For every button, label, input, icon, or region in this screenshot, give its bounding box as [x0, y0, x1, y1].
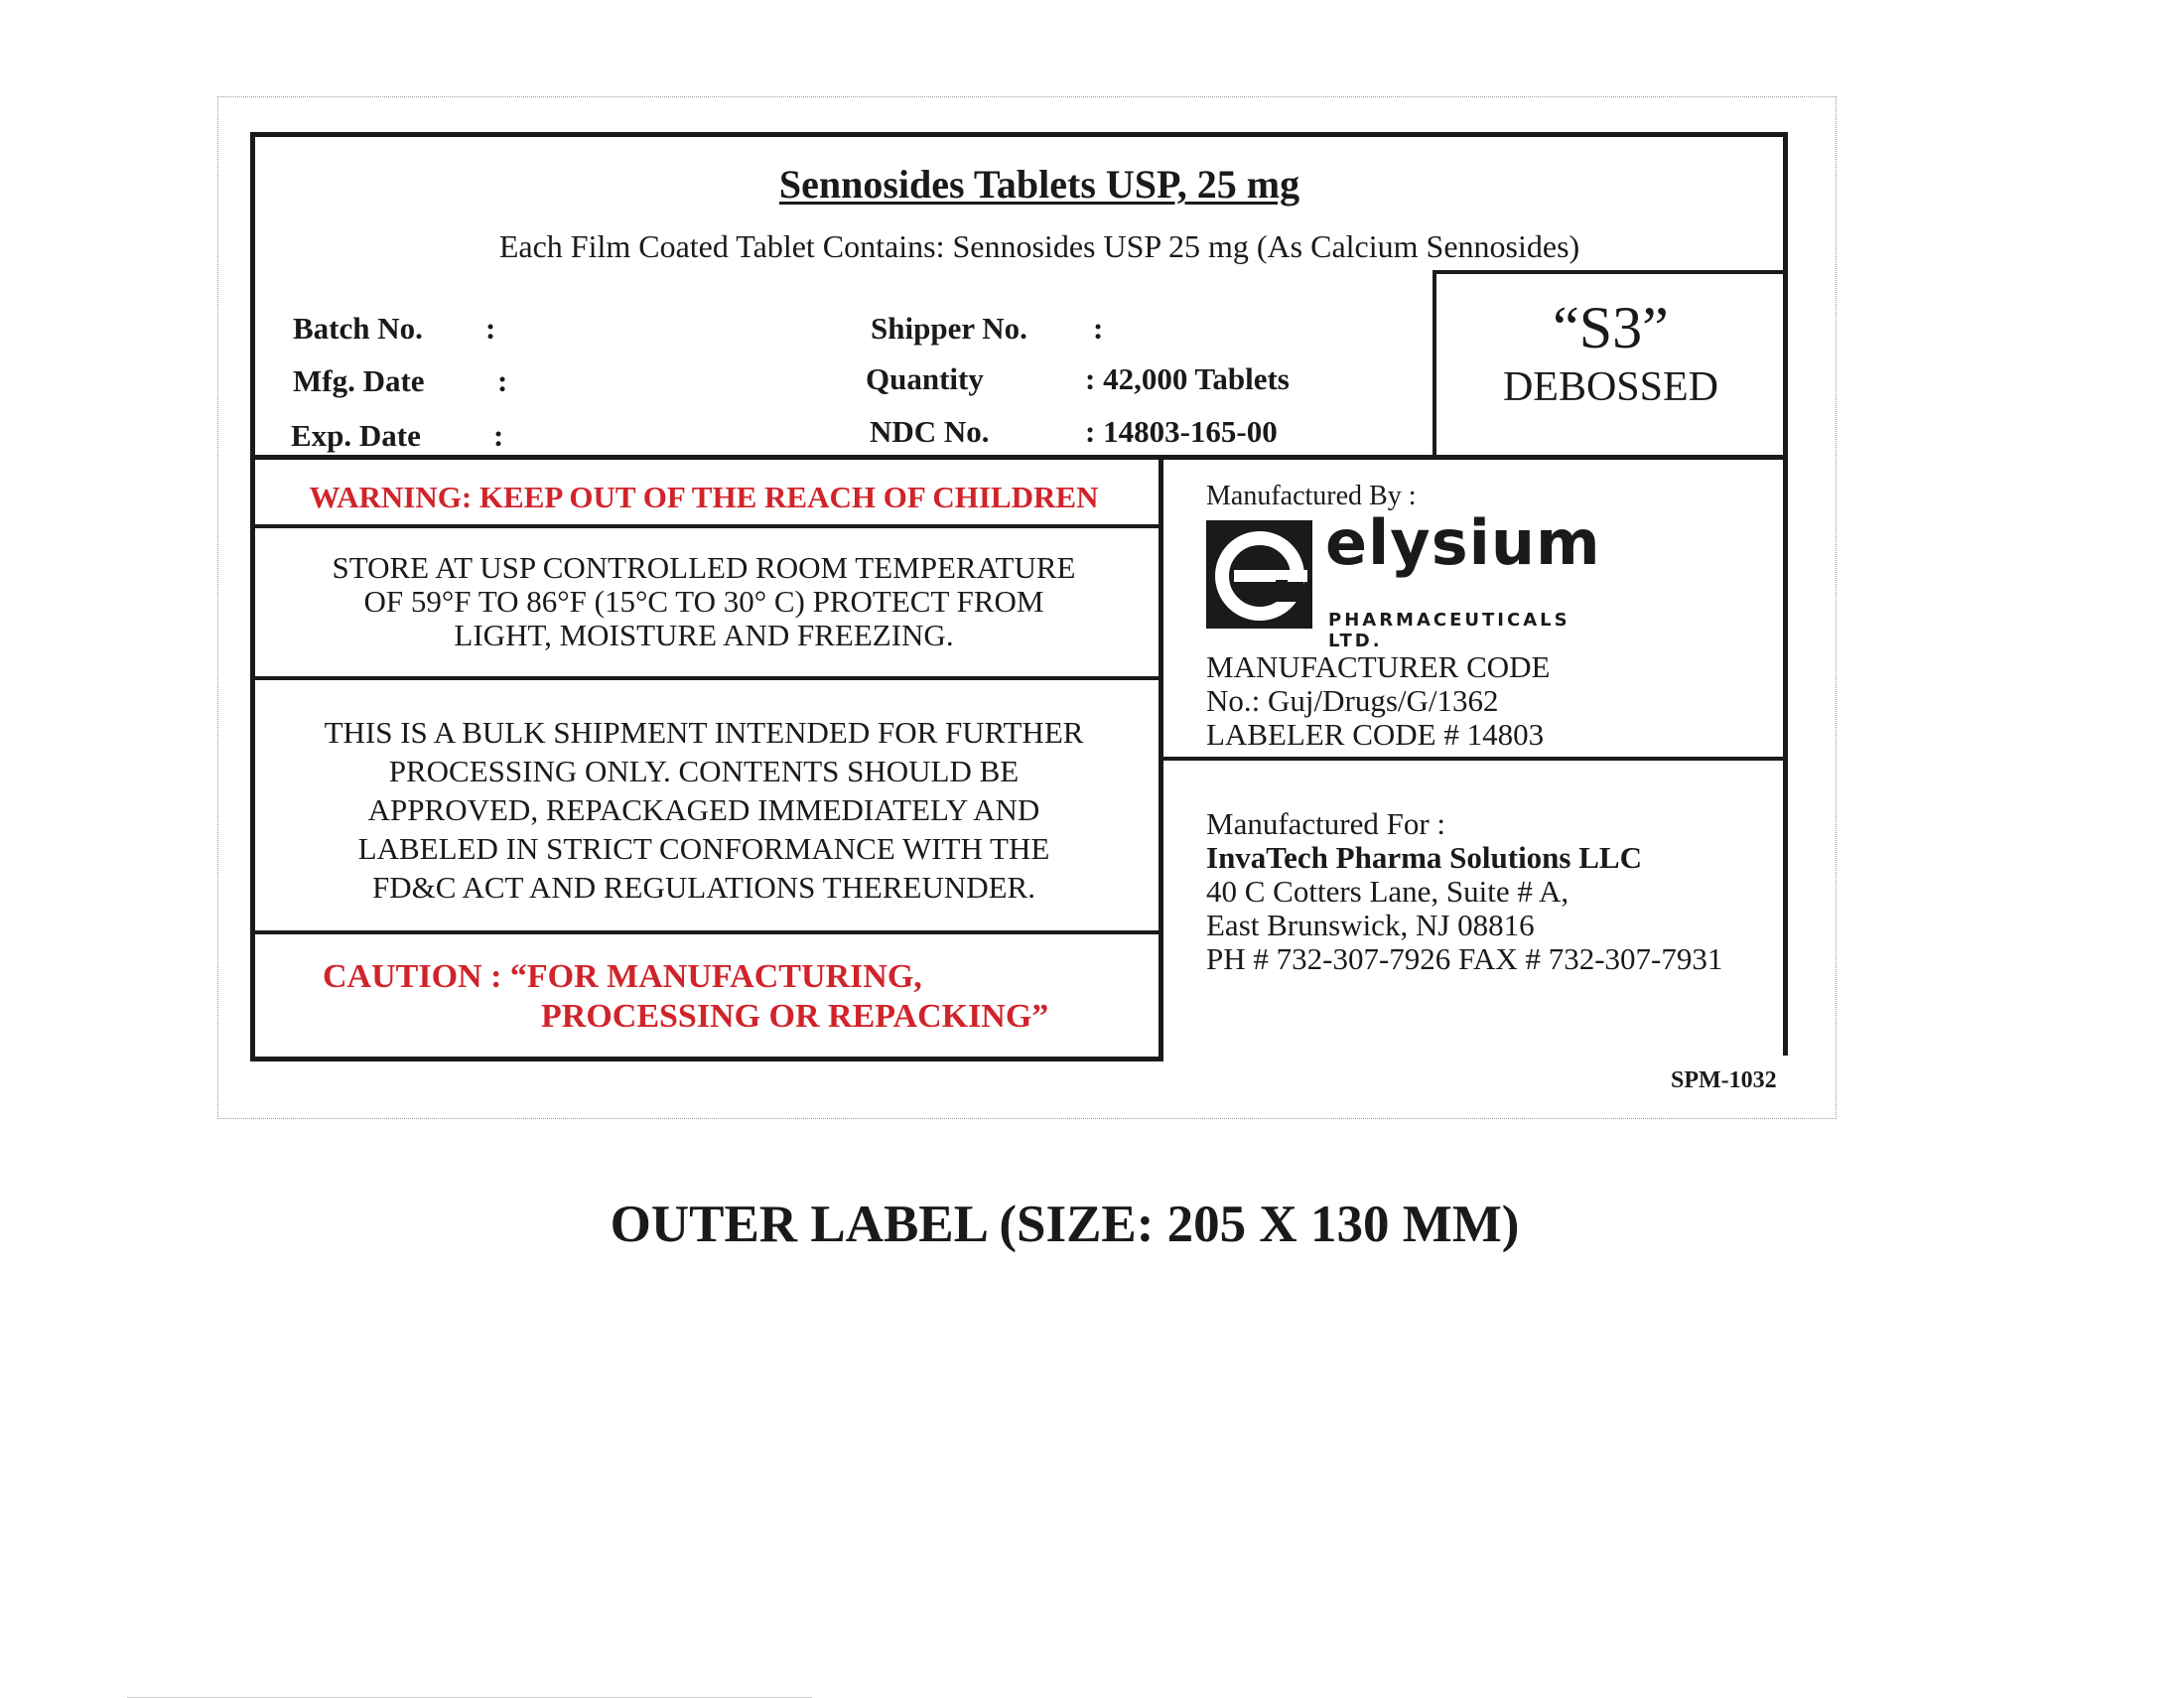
- imprint-box: [1435, 272, 1786, 456]
- exp-date-label: Exp. Date: [291, 418, 421, 453]
- bulk-line: THIS IS A BULK SHIPMENT INTENDED FOR FURTHER: [324, 715, 1084, 750]
- batch-label: Batch No.: [293, 311, 423, 346]
- manufactured-by-label: Manufactured By :: [1206, 481, 1417, 511]
- mfg-date-colon: :: [497, 363, 508, 398]
- bulk-line: FD&C ACT AND REGULATIONS THEREUNDER.: [372, 870, 1035, 905]
- shipper-value: :: [1093, 311, 1104, 346]
- logo-subtitle: PHARMACEUTICALS LTD.: [1328, 610, 1570, 651]
- bulk-line: APPROVED, REPACKAGED IMMEDIATELY AND: [367, 792, 1040, 827]
- address-line: East Brunswick, NJ 08816: [1206, 908, 1535, 942]
- bulk-shipment-notice: [252, 713, 1156, 907]
- company-logo: [1206, 506, 1623, 651]
- bulk-line: PROCESSING ONLY. CONTENTS SHOULD BE: [388, 754, 1020, 788]
- manufactured-for-block: [1206, 807, 1722, 976]
- label-border-top: [250, 132, 1788, 137]
- warning-text: WARNING: KEEP OUT OF THE REACH OF CHILDREN: [309, 480, 1099, 514]
- caution-line-2: PROCESSING OR REPACKING”: [541, 998, 1049, 1035]
- right-column-divider: [1159, 757, 1788, 761]
- ndc-label: NDC No.: [870, 414, 990, 449]
- bulk-line: LABELED IN STRICT CONFORMANCE WITH THE: [357, 831, 1050, 866]
- address-line: 40 C Cotters Lane, Suite # A,: [1206, 874, 1570, 909]
- caution-line-1: CAUTION : “FOR MANUFACTURING,: [323, 958, 922, 995]
- product-composition: Each Film Coated Tablet Contains: Sennosides USP 25 mg (As Calcium Sennosides): [498, 228, 1580, 264]
- warning-divider: [250, 524, 1161, 528]
- label-border-bottom: [250, 1057, 1161, 1061]
- product-title: Sennosides Tablets USP, 25 mg: [778, 162, 1300, 207]
- storage-divider: [250, 676, 1161, 680]
- batch-colon: :: [485, 311, 496, 346]
- logo-e-mark-icon: [1206, 520, 1312, 629]
- storage-line: LIGHT, MOISTURE AND FREEZING.: [454, 618, 954, 652]
- label-size-caption: OUTER LABEL (SIZE: 205 X 130 MM): [610, 1196, 1520, 1253]
- imprint-code: “S3”: [1553, 295, 1669, 360]
- shipper-label: Shipper No.: [871, 311, 1027, 346]
- quantity-value: : 42,000 Tablets: [1085, 361, 1290, 396]
- storage-instructions: [252, 551, 1156, 652]
- ndc-value: : 14803-165-00: [1085, 414, 1278, 449]
- manufactured-for-label: Manufactured For :: [1206, 806, 1446, 841]
- logo-wordmark: elysium: [1325, 506, 1601, 579]
- manufacturer-code-line: LABELER CODE # 14803: [1206, 717, 1545, 752]
- quantity-label: Quantity: [866, 361, 984, 396]
- bulk-divider: [250, 930, 1161, 934]
- spm-code: SPM-1032: [1671, 1067, 1777, 1093]
- phone-fax-line: PH # 732-307-7926 FAX # 732-307-7931: [1206, 941, 1723, 976]
- manufacturer-code-block: [1206, 650, 1550, 752]
- storage-line: STORE AT USP CONTROLLED ROOM TEMPERATURE: [332, 550, 1076, 585]
- mfg-date-label: Mfg. Date: [293, 363, 425, 398]
- imprint-text: DEBOSSED: [1502, 364, 1719, 410]
- manufacturer-code-line: No.: Guj/Drugs/G/1362: [1206, 683, 1499, 718]
- manufactured-for-name: InvaTech Pharma Solutions LLC: [1206, 840, 1642, 875]
- storage-line: OF 59°F TO 86°F (15°C TO 30° C) PROTECT FROM: [363, 584, 1044, 619]
- exp-date-colon: :: [493, 418, 504, 453]
- manufacturer-code-line: MANUFACTURER CODE: [1206, 649, 1551, 684]
